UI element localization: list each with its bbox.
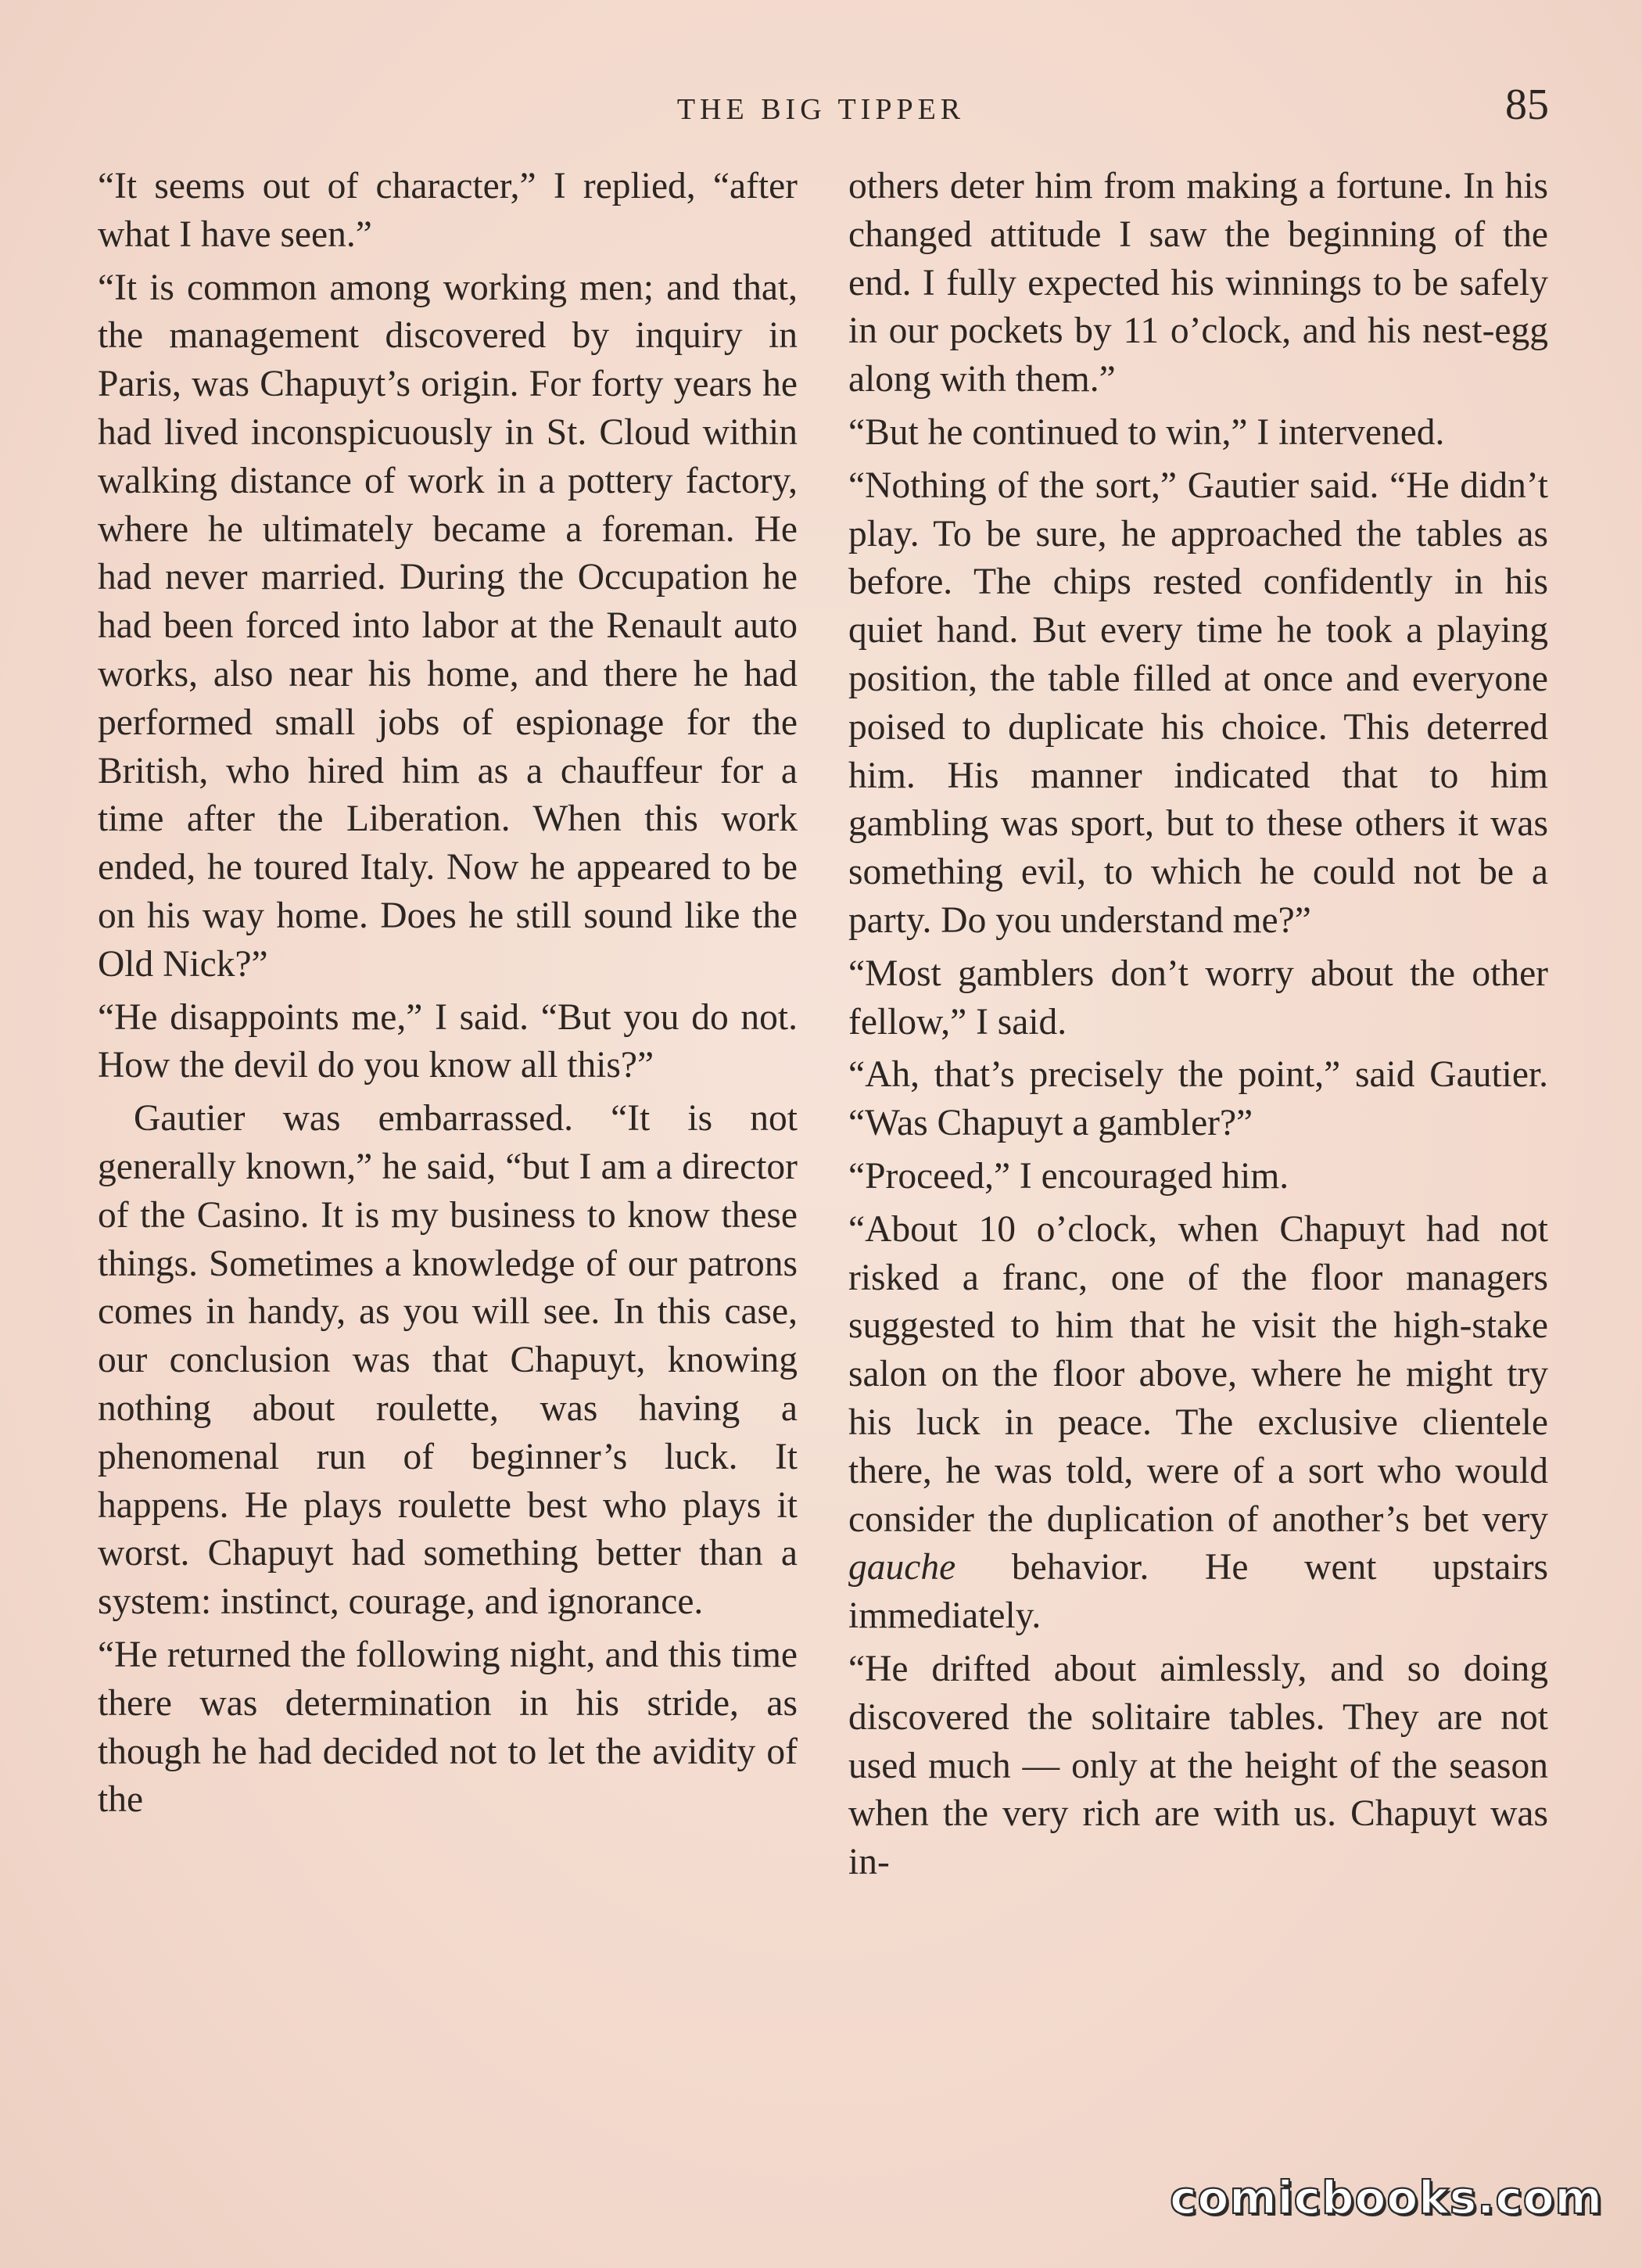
paragraph: “It is common among working men; and that, the management discovered by inquiry in Paris, was Chapuyt’s origin. For forty years he had lived inconspicuously in St. Cloud within walking distance of work in a pottery factory, where he ultimately became a foreman. He had never married. During the Occupation he had been forced into labor at the Renault auto works, also near his home, and there he had performed small jobs of espionage for the British, who hired him as a chauffeur for a time after the Liberation. When this work ended, he toured Italy. Now he appeared to be on his way home. Does he still sound like the Old Nick?”: [98, 267, 798, 985]
paragraph-text: “About 10 o’clock, when Chapuyt had not risked a franc, one of the floor managers suggested to him that he visit the high-stake salon on the floor above, where he might try his luck in peace. The exclusive clientele there, he was told, were of a sort who would consider the duplication of another’s bet very: [848, 1208, 1548, 1540]
paragraph: “It seems out of character,” I replied, “after what I have seen.”: [98, 166, 798, 255]
paragraph: [848, 1206, 1548, 1641]
running-title: THE BIG TIPPER: [676, 93, 966, 126]
paragraph-text: behavior. He went upstairs immediately.: [848, 1547, 1548, 1637]
page-number: 85: [1505, 81, 1549, 129]
paragraph: “He drifted about aimlessly, and so doing discovered the solitaire tables. They are not used much — only at the height of the season when the very rich are with us. Chapuyt was in-: [848, 1648, 1548, 1883]
paragraph: “Ah, that’s precisely the point,” said Gautier. “Was Chapuyt a gambler?”: [848, 1054, 1548, 1144]
paragraph: “Nothing of the sort,” Gautier said. “He didn’t play. To be sure, he approached the tables as before. The chips rested confidently in his quiet hand. But every time he took a playing position, the table filled at once and everyone poised to duplicate his choice. This deterred him. His manner indicated that to him gambling was sport, but to these others it was something evil, to which he could not be a party. Do you understand me?”: [848, 465, 1548, 941]
right-column: [848, 163, 1548, 1892]
left-column: [98, 163, 798, 1829]
paragraph: “Proceed,” I encouraged him.: [848, 1155, 1289, 1197]
paragraph: Gautier was embarrassed. “It is not generally known,” he said, “but I am a director of the Casino. It is my business to know these things. Sometimes a knowledge of our patrons comes in handy, as you will see. In this case, our conclusion was that Chapuyt, knowing nothing about roulette, was having a phenomenal run of beginner’s luck. It happens. He plays roulette best who plays it worst. Chapuyt had something better than a system: instinct, courage, and ignorance.: [98, 1098, 798, 1623]
paragraph: “He disappoints me,” I said. “But you do not. How the devil do you know all this?”: [98, 996, 798, 1086]
paragraph: “But he continued to win,” I intervened.: [848, 411, 1445, 453]
paragraph: “He returned the following night, and this time there was determination in his stride, as though he had decided not to let the avidity of the: [98, 1634, 798, 1821]
paragraph: others deter him from making a fortune. In his changed attitude I saw the beginning of the end. I fully expected his winnings to be safely in our pockets by 11 o’clock, and his nest-egg along with them.”: [848, 166, 1548, 400]
paragraph: “Most gamblers don’t worry about the other fellow,” I said.: [848, 953, 1548, 1042]
italic-word: gauche: [848, 1547, 956, 1588]
watermark-logo: comicbooks.com: [1170, 2171, 1603, 2224]
